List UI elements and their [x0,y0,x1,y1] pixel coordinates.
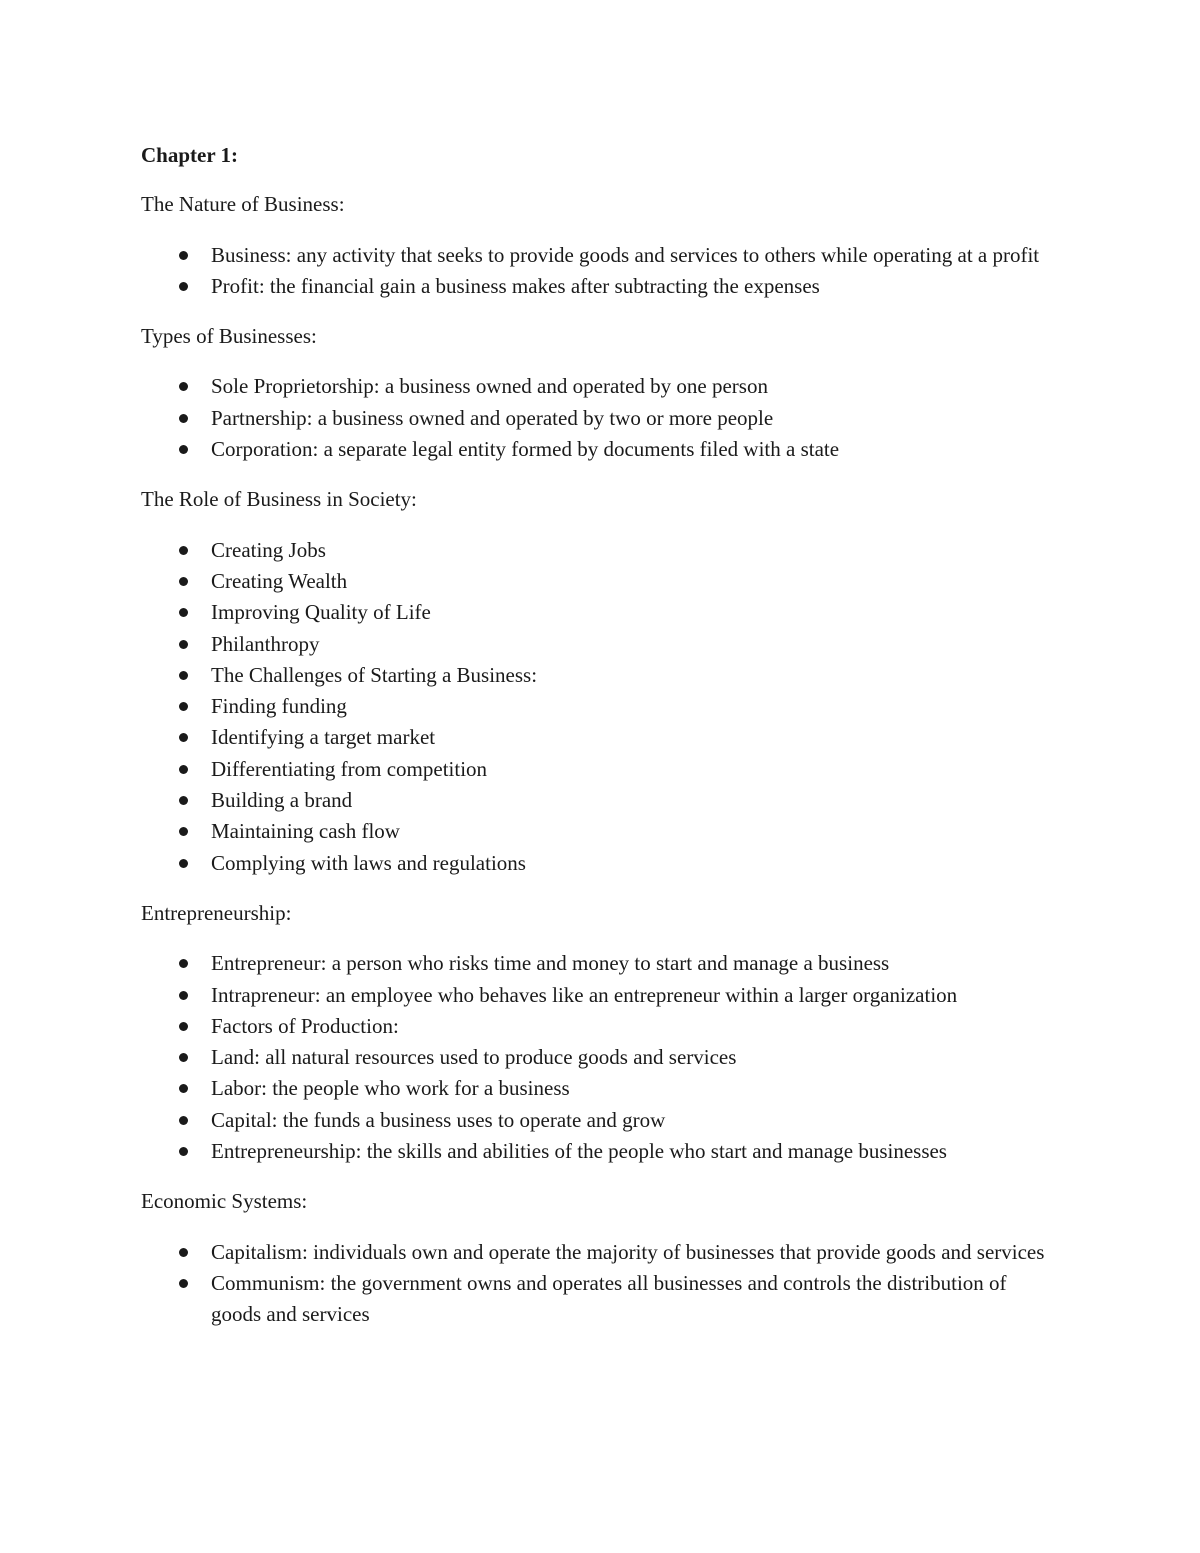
list-item [141,1237,1061,1268]
bullet-icon [179,382,188,391]
bullet-icon [179,1053,188,1062]
list-item [141,660,1061,691]
list-item [141,1042,1061,1073]
bullet-icon [179,765,188,774]
list-item-text: Land: all natural resources used to produce goods and services [211,1045,737,1070]
list-item [141,535,1061,566]
bullet-icon [179,640,188,649]
list-item-text: Intrapreneur: an employee who behaves like an entrepreneur within a larger organization [211,982,958,1007]
list-item [141,434,1061,465]
bullet-icon [179,733,188,742]
bullet-icon [179,959,188,968]
list-item [141,240,1061,271]
list-item-text: Factors of Production: [211,1013,399,1038]
section-role-of-business [141,484,1061,879]
list-item-text: Improving Quality of Life [211,600,431,625]
list-item [141,980,1061,1011]
bullet-icon [179,1248,188,1257]
bullet-icon [179,827,188,836]
section-nature-of-business [141,189,1061,302]
section-entrepreneurship [141,898,1061,1167]
bullet-icon [179,1022,188,1031]
list-item-text: Creating Jobs [211,537,326,562]
list-item-text: Profit: the financial gain a business makes after subtracting the expenses [211,273,820,298]
list-item-text: Business: any activity that seeks to provide goods and services to others while operating at a profit [211,242,1040,267]
list-item-text: Labor: the people who work for a business [211,1076,570,1101]
list-item [141,1136,1061,1167]
list-item [141,629,1061,660]
list-item [141,816,1061,847]
list-item [141,371,1061,402]
list-item-text: Identifying a target market [211,725,436,750]
bullet-list [141,1237,1061,1331]
list-item-text: The Challenges of Starting a Business: [211,662,538,687]
bullet-icon [179,1147,188,1156]
bullet-list [141,371,1061,465]
bullet-icon [179,796,188,805]
list-item [141,1268,1061,1331]
list-item [141,1011,1061,1042]
bullet-list [141,240,1061,303]
list-item [141,848,1061,879]
list-item-text: Capital: the funds a business uses to operate and grow [211,1107,666,1132]
list-item [141,403,1061,434]
list-item-text: Complying with laws and regulations [211,850,526,875]
list-item [141,722,1061,753]
list-item [141,1105,1061,1136]
bullet-list [141,948,1061,1167]
bullet-icon [179,1084,188,1093]
chapter-title: Chapter 1: [141,143,239,167]
list-item-text: Creating Wealth [211,568,348,593]
bullet-icon [179,282,188,291]
list-item [141,754,1061,785]
section-heading: Types of Businesses: [141,324,317,349]
list-item-text: Capitalism: individuals own and operate the majority of businesses that provide goods and services [211,1239,1045,1264]
list-item-text: Partnership: a business owned and operated by two or more people [211,405,774,430]
bullet-icon [179,414,188,423]
document-page [141,140,1061,1350]
list-item-text: Sole Proprietorship: a business owned and operated by one person [211,374,768,399]
bullet-icon [179,445,188,454]
section-types-of-businesses [141,321,1061,465]
bullet-icon [179,546,188,555]
section-heading: The Role of Business in Society: [141,487,417,512]
bullet-icon [179,702,188,711]
list-item [141,1073,1061,1104]
bullet-icon [179,251,188,260]
list-item-text: Entrepreneur: a person who risks time and money to start and manage a business [211,951,890,976]
list-item-text: Philanthropy [211,631,320,656]
bullet-list [141,535,1061,879]
list-item [141,691,1061,722]
bullet-icon [179,991,188,1000]
bullet-icon [179,1116,188,1125]
section-heading: Entrepreneurship: [141,900,292,925]
list-item [141,566,1061,597]
list-item-text: Finding funding [211,694,347,719]
list-item-text: Building a brand [211,788,353,813]
list-item [141,271,1061,302]
list-item-text: Entrepreneurship: the skills and abilities of the people who start and manage businesses [211,1139,947,1164]
list-item-text: Communism: the government owns and operates all businesses and controls the distribution of goods and services [211,1270,1007,1327]
section-heading: Economic Systems: [141,1189,308,1214]
list-item-text: Differentiating from competition [211,756,488,781]
list-item [141,597,1061,628]
bullet-icon [179,671,188,680]
bullet-icon [179,577,188,586]
list-item [141,948,1061,979]
bullet-icon [179,859,188,868]
list-item-text: Corporation: a separate legal entity formed by documents filed with a state [211,437,840,462]
bullet-icon [179,608,188,617]
list-item [141,785,1061,816]
list-item-text: Maintaining cash flow [211,819,400,844]
section-economic-systems [141,1186,1061,1330]
bullet-icon [179,1279,188,1288]
section-heading: The Nature of Business: [141,192,345,217]
